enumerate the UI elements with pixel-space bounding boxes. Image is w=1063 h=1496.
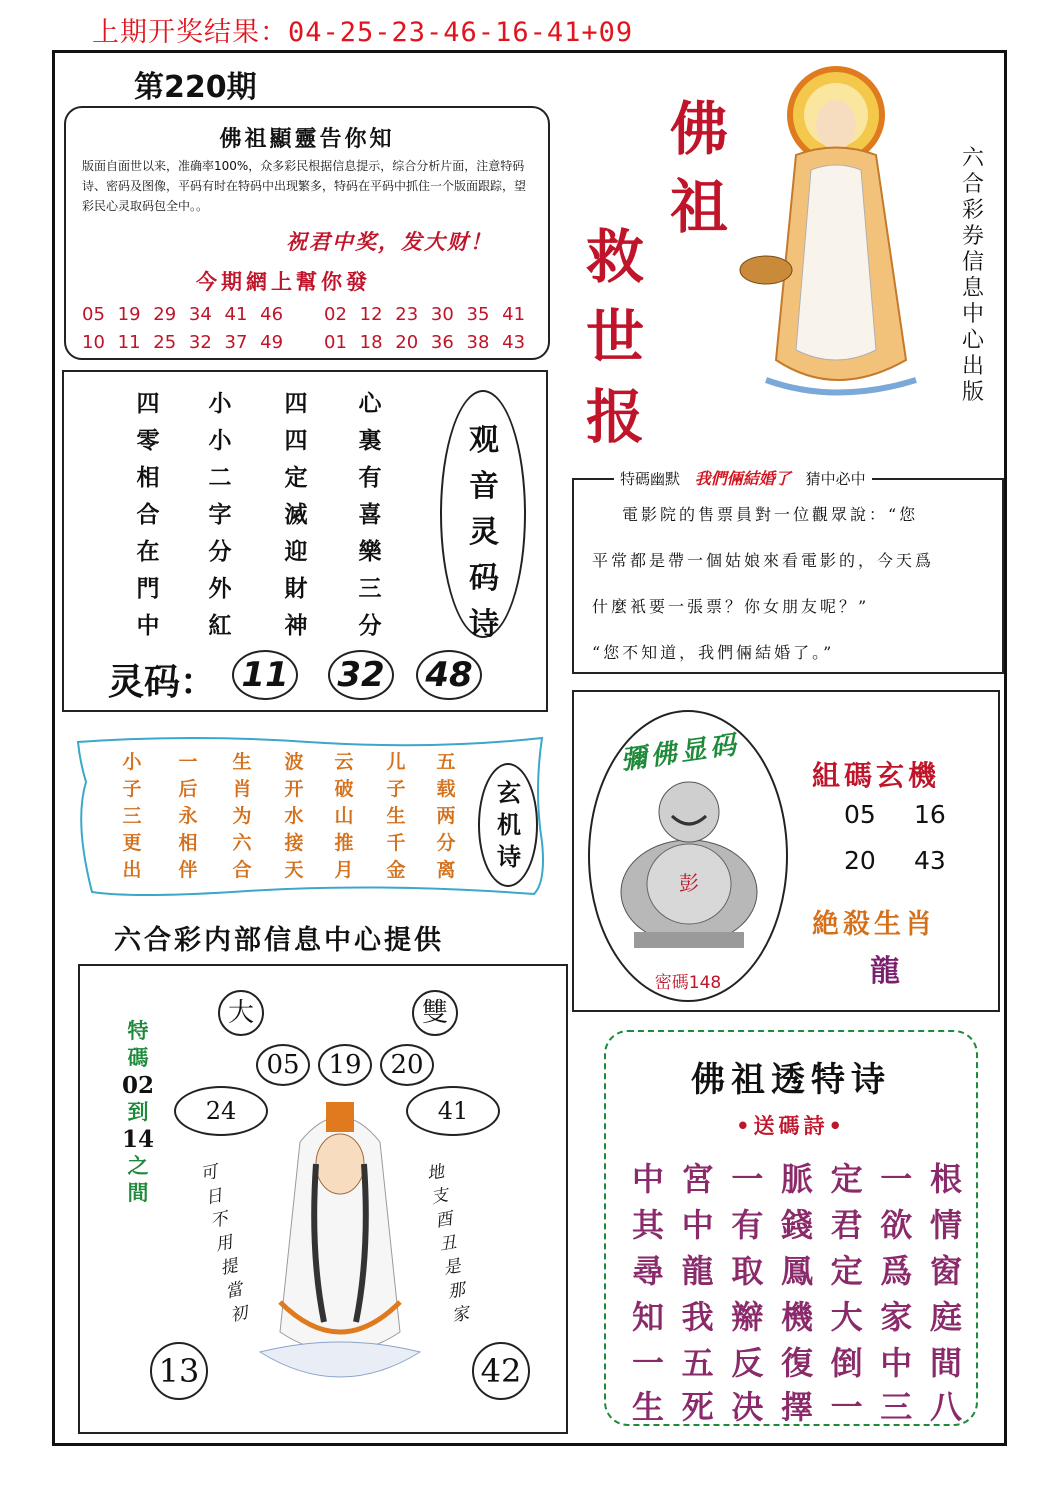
poem-label: 玄机诗 — [497, 779, 521, 871]
verse-char: 是 — [442, 1256, 463, 1279]
number-circle: 19 — [318, 1044, 372, 1086]
combo-number: 16 — [914, 800, 946, 829]
poem-char: 反 — [731, 1344, 764, 1382]
number-group: 02 12 23 30 35 41 — [324, 304, 526, 325]
poem-char: 出 — [122, 859, 142, 881]
poem-column — [378, 749, 414, 884]
title-char: 世 — [586, 303, 645, 371]
maitreya-title: 彌佛显码 — [618, 729, 742, 777]
poem-char: 爲 — [880, 1252, 913, 1290]
big-badge: 大 — [218, 990, 264, 1036]
special-range — [118, 1018, 158, 1207]
poem-char: 子 — [386, 778, 406, 800]
poem-label-oval — [440, 390, 526, 642]
poem-row — [632, 1154, 962, 1200]
poem-char: 脈 — [780, 1160, 813, 1198]
range-char: 之 — [127, 1154, 149, 1178]
poem-column — [428, 749, 464, 884]
poem-char: 欲 — [880, 1206, 913, 1244]
notice-title: 佛祖顯靈告你知 — [219, 126, 395, 152]
poem-char: 后 — [178, 778, 198, 800]
range-char: 間 — [127, 1181, 149, 1205]
range-char: 碼 — [127, 1046, 149, 1070]
poem-char: 永 — [178, 805, 198, 827]
poem-char: 一 — [880, 1160, 913, 1198]
poem-char: 云 — [334, 751, 354, 773]
combo-number: 43 — [914, 846, 946, 875]
verse-char: 可 — [198, 1162, 220, 1186]
poem-char: 一 — [178, 751, 198, 773]
poem-char: 宮 — [681, 1160, 714, 1198]
poem-row — [632, 1292, 962, 1338]
special-code-box — [78, 964, 568, 1434]
poem-char: 裏 — [358, 428, 382, 454]
kill-zodiac-title: 絶殺生肖 — [812, 909, 936, 940]
joke-box — [572, 469, 1004, 674]
poem-char: 金 — [386, 859, 406, 881]
poem-char: 三 — [880, 1388, 913, 1426]
joke-label: 特碼幽默 — [620, 470, 681, 488]
lingma-number: 48 — [416, 650, 482, 700]
poem-char: 分 — [436, 832, 456, 854]
notice-wish: 祝君中奖，发大财！ — [286, 230, 493, 254]
poem-column — [224, 749, 260, 884]
special-poem-subtitle: •送碼詩• — [736, 1114, 846, 1138]
number-circle: 13 — [150, 1342, 208, 1400]
poem-char: 財 — [284, 576, 308, 602]
publisher: 六合彩券信息中心出版 — [961, 146, 984, 405]
poem-char: 龍 — [681, 1252, 714, 1290]
poem-char: 八 — [929, 1388, 962, 1426]
verse-char: 當 — [223, 1279, 245, 1303]
poem-char: 接 — [284, 832, 304, 854]
verse-char: 提 — [218, 1255, 240, 1280]
poem-char: 間 — [929, 1344, 962, 1382]
poem-char: 三 — [358, 576, 382, 602]
poem-char: 千 — [386, 832, 406, 854]
poem-char: 家 — [880, 1298, 913, 1336]
poem-char: 心 — [358, 391, 382, 417]
poem-label-oval — [478, 763, 538, 887]
poem-char: 四 — [284, 391, 308, 417]
poem-char: 合 — [232, 859, 252, 881]
poem-label: 观音灵码诗 — [469, 423, 499, 642]
poem-char: 三 — [122, 805, 142, 827]
poem-char: 有 — [731, 1206, 764, 1244]
title-char: 祖 — [670, 173, 729, 241]
combo-title: 組碼玄機 — [812, 759, 941, 792]
poem-char: 决 — [731, 1388, 764, 1426]
verse-char: 家 — [450, 1303, 471, 1327]
poem-char: 生 — [232, 751, 252, 773]
number-group: 01 18 20 36 38 43 — [324, 332, 526, 353]
poem-char: 尋 — [632, 1252, 665, 1290]
joke-hint: 猜中必中 — [805, 470, 866, 488]
poem-char: 一 — [830, 1388, 863, 1426]
poem-row — [632, 1200, 962, 1246]
maitreya-statue-icon — [614, 772, 764, 952]
poem-char: 喜 — [358, 502, 382, 528]
poem-char: 生 — [386, 805, 406, 827]
poem-char: 五 — [436, 751, 456, 773]
poem-char: 中 — [681, 1206, 714, 1244]
poem-char: 定 — [830, 1160, 863, 1198]
number-oval: 41 — [406, 1086, 500, 1136]
poem-char: 根 — [929, 1160, 962, 1198]
guanyin-poem-box — [62, 370, 548, 712]
poem-char: 滅 — [284, 502, 308, 528]
poem-char: 分 — [208, 539, 232, 565]
poem-column — [276, 749, 312, 884]
lingma-label: 灵码： — [108, 662, 217, 703]
poem-char: 水 — [284, 805, 304, 827]
notice-today-title: 今期網上幫你發 — [196, 270, 371, 294]
poem-char: 樂 — [358, 539, 382, 565]
poem-char: 神 — [284, 613, 308, 639]
poem-row — [632, 1382, 962, 1428]
poem-char: 五 — [681, 1344, 714, 1382]
poem-column — [170, 749, 206, 884]
double-badge: 雙 — [412, 990, 458, 1036]
verse-char: 日 — [203, 1185, 225, 1209]
poem-char: 载 — [436, 778, 456, 800]
poem-char: 合 — [136, 502, 160, 528]
poem-char: 子 — [122, 778, 142, 800]
combo-number: 20 — [844, 846, 876, 875]
poem-char: 四 — [284, 428, 308, 454]
verse-char: 酉 — [433, 1209, 454, 1232]
guanyin-seated-illustration — [240, 1102, 440, 1402]
poem-column — [200, 386, 240, 645]
poem-char: 儿 — [386, 751, 406, 773]
range-number: 02 — [121, 1072, 154, 1099]
poem-char: 波 — [284, 751, 304, 773]
poem-char: 更 — [122, 832, 142, 854]
joke-line: 電影院的售票員對一位觀眾說：“您 — [622, 505, 919, 524]
poem-char: 我 — [681, 1298, 714, 1336]
poem-char: 中 — [632, 1160, 665, 1198]
poem-char: 离 — [436, 859, 456, 881]
verse-char: 初 — [228, 1302, 250, 1326]
poem-char: 字 — [208, 502, 232, 528]
poem-char: 知 — [632, 1298, 665, 1336]
poem-char: 肖 — [232, 778, 252, 800]
notice-body: 版面自面世以来，准确率100%，众多彩民根据信息提示，综合分析片面，注意特码诗、密码及图像，平码有时在特码中出现繁多，特码在平码中抓住一个版面跟踪，望彩民心灵取码包全中。。 — [82, 159, 527, 213]
title-char: 佛 — [670, 95, 729, 163]
poem-char: 情 — [929, 1206, 962, 1244]
poem-char: 相 — [136, 465, 160, 491]
poem-char: 中 — [880, 1344, 913, 1382]
verse-char: 支 — [429, 1185, 450, 1209]
poem-char: 一 — [632, 1344, 665, 1382]
poem-char: 小 — [122, 751, 142, 773]
poem-char: 四 — [136, 391, 160, 417]
poem-char: 定 — [830, 1252, 863, 1290]
poem-char: 外 — [208, 576, 232, 602]
notice-box — [64, 106, 550, 360]
kill-zodiac-value: 龍 — [870, 954, 900, 989]
maitreya-badge: 彭 — [679, 871, 699, 895]
poem-char: 擇 — [780, 1388, 813, 1426]
title-char: 救 — [586, 223, 645, 291]
range-char: 到 — [127, 1100, 149, 1124]
joke-header — [614, 466, 872, 489]
verse-char: 用 — [213, 1232, 235, 1256]
poem-char: 機 — [780, 1298, 813, 1336]
joke-title: 我們倆結婚了 — [694, 469, 791, 488]
joke-line: 什麼衹要一張票？你女朋友呢？” — [592, 597, 870, 616]
special-poem-title: 佛祖透特诗 — [691, 1060, 891, 1100]
poem-char: 一 — [731, 1160, 764, 1198]
range-number: 14 — [121, 1126, 154, 1153]
poem-char: 復 — [780, 1344, 813, 1382]
issue-number: 第220期 — [134, 70, 257, 105]
number-circle: 05 — [256, 1044, 310, 1086]
number-circle: 20 — [380, 1044, 434, 1086]
poem-char: 死 — [681, 1388, 714, 1426]
poem-char: 两 — [436, 805, 456, 827]
poem-char: 錢 — [780, 1206, 813, 1244]
guanyin-illustration — [726, 60, 976, 410]
poem-row — [632, 1246, 962, 1292]
poem-char: 迎 — [284, 539, 308, 565]
poem-char: 中 — [136, 613, 160, 639]
number-group: 10 11 25 32 37 49 — [82, 332, 284, 353]
poem-char: 推 — [334, 832, 354, 854]
poem-char: 倒 — [830, 1344, 863, 1382]
poem-char: 月 — [334, 859, 354, 881]
poem-char: 零 — [136, 428, 160, 454]
poem-char: 定 — [284, 465, 308, 491]
poem-char: 庭 — [929, 1298, 962, 1336]
poem-char: 分 — [358, 613, 382, 639]
poem-char: 君 — [830, 1206, 863, 1244]
poem-char: 有 — [358, 465, 382, 491]
verse-char: 地 — [425, 1161, 446, 1185]
poem-char: 紅 — [208, 613, 232, 639]
poem-char: 伴 — [178, 859, 198, 881]
verse-char: 丑 — [437, 1232, 459, 1256]
joke-line: 平常都是帶一個姑娘來看電影的，今天爲 — [592, 551, 935, 570]
poem-char: 在 — [136, 539, 160, 565]
last-draw-result: 上期开奖结果：04-25-23-46-16-41+09 — [92, 17, 634, 48]
poem-char: 取 — [731, 1252, 764, 1290]
title-char: 报 — [586, 383, 645, 451]
xuanji-poem-box — [74, 735, 544, 895]
poem-char: 辮 — [731, 1298, 764, 1336]
poem-column — [128, 386, 168, 645]
secret-code: 密碼148 — [654, 973, 722, 993]
combo-number: 05 — [844, 800, 876, 829]
joke-body — [592, 492, 996, 676]
poem-char: 小 — [208, 428, 232, 454]
poem-char: 門 — [136, 576, 160, 602]
verse-char: 那 — [446, 1279, 467, 1303]
poem-char: 生 — [632, 1388, 665, 1426]
poem-char: 六 — [232, 832, 252, 854]
poem-char: 大 — [830, 1298, 863, 1336]
lingma-number: 32 — [328, 650, 394, 700]
masthead — [566, 60, 1000, 470]
poem-char: 鳳 — [780, 1252, 813, 1290]
poem-char: 小 — [208, 391, 232, 417]
poem-char: 为 — [232, 805, 252, 827]
poem-char: 破 — [334, 778, 354, 800]
number-oval: 24 — [174, 1086, 268, 1136]
poem-row — [632, 1338, 962, 1384]
range-char: 特 — [127, 1019, 149, 1043]
provider-line: 六合彩内部信息中心提供 — [114, 925, 444, 956]
special-poem-box — [604, 1030, 978, 1426]
verse-char: 不 — [208, 1208, 230, 1233]
poem-char: 窗 — [929, 1252, 962, 1290]
joke-line: “您不知道，我們倆結婚了。” — [592, 643, 835, 662]
maitreya-oval — [588, 710, 788, 1002]
poem-char: 二 — [208, 465, 232, 491]
poem-column — [276, 386, 316, 645]
poem-column — [326, 749, 362, 884]
poem-char: 开 — [284, 778, 304, 800]
number-circle: 42 — [472, 1342, 530, 1400]
poem-column — [114, 749, 150, 884]
poem-char: 天 — [284, 859, 304, 881]
lingma-number: 11 — [232, 650, 298, 700]
poem-char: 其 — [632, 1206, 665, 1244]
poem-char: 相 — [178, 832, 198, 854]
poem-char: 山 — [334, 805, 354, 827]
maitreya-box — [572, 690, 1000, 1012]
number-group: 05 19 29 34 41 46 — [82, 304, 284, 325]
poem-column — [350, 386, 390, 645]
